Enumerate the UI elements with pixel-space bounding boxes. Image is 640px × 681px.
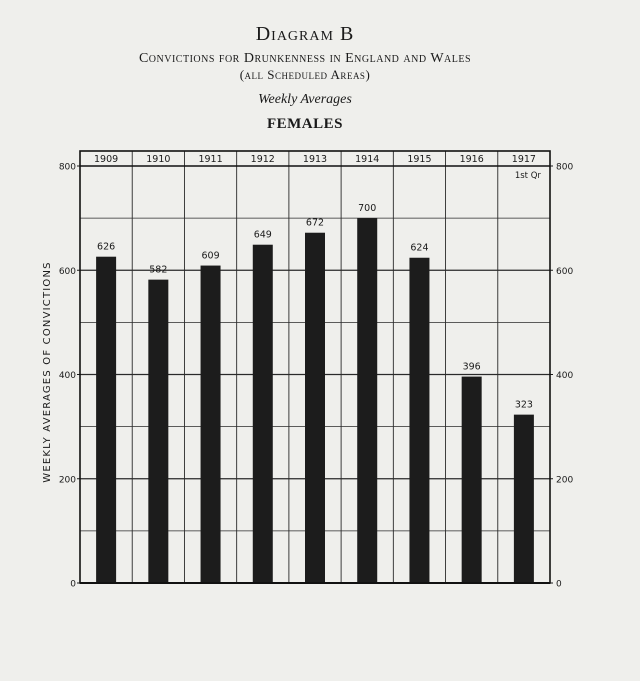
year-label-1914: 1914 [355, 154, 380, 165]
y-tick-right-800: 800 [556, 162, 574, 173]
y-axis-label: WEEKLY AVERAGES OF CONVICTIONS [42, 261, 53, 483]
y-tick-left-200: 200 [58, 475, 76, 486]
year-label-1910: 1910 [146, 154, 171, 165]
bar-value-label-1909: 626 [97, 241, 116, 253]
y-tick-left-600: 600 [58, 266, 76, 277]
bar-1909 [96, 257, 116, 583]
bar-1915 [409, 258, 429, 583]
y-tick-right-200: 200 [556, 475, 574, 486]
bar-value-label-1913: 672 [305, 217, 325, 229]
bar-1911 [201, 266, 221, 583]
year-note-1917: 1st Qr [514, 171, 541, 181]
year-label-1916: 1916 [459, 154, 484, 165]
year-label-1913: 1913 [302, 154, 328, 165]
bar-value-label-1916: 396 [462, 361, 481, 373]
year-label-1917: 1917 [511, 154, 536, 165]
bar-value-label-1917: 323 [514, 399, 533, 411]
bar-value-label-1914: 700 [358, 203, 377, 215]
chart-subtitle-areas: (all Scheduled Areas) [239, 67, 371, 82]
bar-1916 [462, 377, 482, 583]
chart-title: Diagram B [255, 23, 355, 45]
y-tick-left-0: 0 [70, 579, 76, 590]
y-tick-left-400: 400 [58, 371, 76, 381]
year-label-1915: 1915 [407, 154, 432, 165]
y-tick-right-600: 600 [556, 266, 574, 277]
year-label-1909: 1909 [94, 154, 119, 165]
bar-1913 [305, 233, 325, 583]
chart-subtitle-females: FEMALES [266, 116, 343, 132]
bar-1912 [253, 245, 273, 583]
bar-value-label-1912: 649 [253, 229, 272, 241]
y-tick-left-800: 800 [58, 162, 76, 173]
y-tick-right-0: 0 [556, 579, 562, 590]
year-label-1912: 1912 [250, 154, 275, 165]
bar-1910 [148, 280, 168, 583]
bar-1917 [514, 415, 534, 583]
bar-value-label-1915: 624 [410, 242, 429, 254]
bar-value-label-1910: 582 [149, 264, 168, 276]
y-tick-right-400: 400 [556, 371, 574, 381]
chart-subtitle: Convictions for Drunkenness in England and Wales [138, 51, 472, 66]
year-label-1911: 1911 [198, 154, 223, 165]
bar-value-label-1911: 609 [201, 250, 220, 262]
chart-subtitle-averages: Weekly Averages [258, 92, 352, 107]
bar-1914 [357, 218, 377, 583]
